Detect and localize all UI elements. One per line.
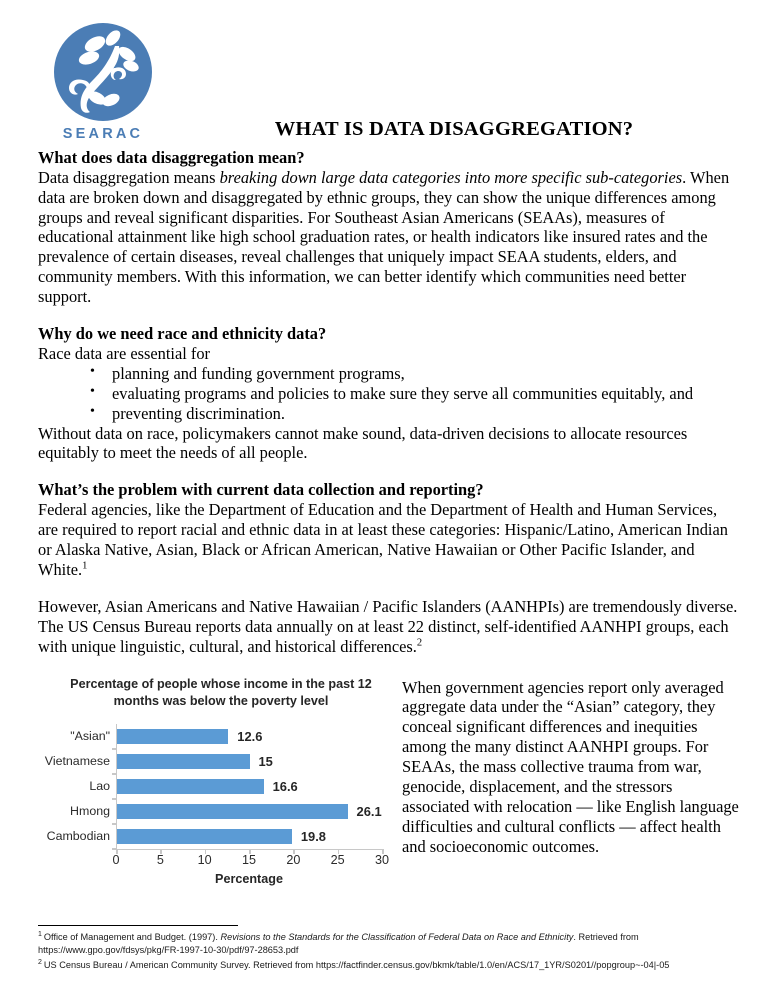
brand-logo [40,22,166,142]
footnote-ref-1: 1 [82,560,88,572]
section-heading: What’s the problem with current data collection and reporting? [38,480,484,500]
footnote-marker: 1 [38,930,42,938]
section-closing: Without data on race, policymakers cannot make sound, data-driven decisions to allocate resources equitably to meet the needs of all people. [38,423,688,463]
footnote-text-pre: US Census Bureau / American Community Survey. Retrieved from https://factfinder.census.gov/bkmk/table/1.0/en/ACS/17_1YR/S0201//popgroup~-04|-05 [43,960,670,971]
footnote-text-pre: Office of Management and Budget. (1997). [43,931,221,942]
section-problem-with-collection [38,480,740,579]
footnote-2 [38,959,740,973]
section-aanhpi-diversity [38,597,740,657]
commentary-column [396,674,740,857]
paragraph-emphasis: breaking down large data categories into more specific sub-categories [219,167,683,187]
poverty-chart-column [38,674,396,887]
chart-plot-area [38,724,396,849]
chart-x-tick-label: 10 [197,853,212,868]
chart-y-tick [112,823,117,825]
section-heading: What does data disaggregation mean? [38,148,305,167]
chart-x-tick-label: 30 [374,853,390,868]
footnote-divider [38,925,238,926]
chart-bar-value-label: 16.6 [272,778,298,794]
chart-bar-row [89,774,382,799]
chart-y-tick [112,773,117,775]
paragraph-text: Federal agencies, like the Department of Education and the Department of Health and Human Services, are required to report racial and ethnic data in at least these categories: Hispanic/Latino, American Indian or Alaska Native, Asian, Black or African American, Native Hawaiian or Other Pacific Islander, and White. [38,500,728,579]
paragraph-part-post: . When data are broken down and disaggregated by ethnic groups, they can show the unique differences among groups and reveal significant disparities. For Southeast Asian Americans (SEAAs), measures of educational attainment like high school graduation rates, or health indicators like insured rates and the prevalence of certain diseases, reveal challenges that uniquely impact SEAA students, elders, and community members. With this information, we can better identify which communities need better support. [38,167,730,307]
section-lead: Race data are essential for [38,343,211,363]
chart-x-axis-title: Percentage [215,872,283,887]
footnote-1 [38,931,740,959]
chart-title: Percentage of people whose income in the past 12 months was below the poverty level [70,676,372,708]
section-paragraph [38,597,740,657]
page-title: WHAT IS DATA DISAGGREGATION? [274,118,634,140]
list-item: • preventing discrimination. [90,404,740,424]
footnote-marker: 2 [38,959,42,967]
chart-x-tick-label: 20 [286,853,301,868]
poverty-bar-chart [38,676,396,887]
chart-category-label: "Asian" [70,729,110,744]
chart-and-commentary-row [38,674,740,887]
chart-bar-row [70,724,382,749]
chart-bar-row [46,824,382,849]
searac-tree-leaf-logo-icon [53,22,153,122]
chart-x-tick-label: 15 [241,853,257,868]
chart-x-tick-label: 5 [156,853,164,868]
footnote-ref-2: 2 [416,637,423,649]
chart-y-tick [112,748,117,750]
chart-bars [44,724,382,849]
chart-category-label: Hmong [70,804,110,819]
commentary-paragraph: When government agencies report only averaged aggregate data under the “Asian” category, they conceal significant differences and inequities among the many distinct AANHPI groups. For SEAAs, the mass collective trauma from war, genocide, displacement, and the stressors associated with relocation — like English language difficulties and cultural conflicts — affect health and socioeconomic outcomes. [402,677,739,856]
list-item: • evaluating programs and policies to make sure they serve all communities equitably, and [90,384,740,404]
chart-x-tick-label: 25 [330,853,345,868]
chart-bar [117,829,292,844]
chart-bar-value-label: 15 [258,753,273,769]
chart-category-label: Lao [89,779,110,794]
chart-bar-row [44,749,382,774]
document-header [0,0,768,148]
reasons-list [38,364,740,424]
footnote-title-italic: Revisions to the Standards for the Classification of Federal Data on Race and Ethnicity [220,931,574,942]
chart-bar-value-label: 26.1 [356,803,382,819]
chart-x-tick-labels [112,850,390,868]
chart-category-label: Cambodian [46,829,110,844]
section-what-does-it-mean [38,148,740,307]
chart-bar [117,729,228,744]
list-item: • planning and funding government programs, [90,364,740,384]
chart-bar [117,804,348,819]
chart-bar-row [70,799,382,824]
paragraph-text: However, Asian Americans and Native Hawaiian / Pacific Islanders (AANHPIs) are tremendously diverse. The US Census Bureau reports data annually on at least 22 distinct, self-identified AANHPI groups, each with unique linguistic, cultural, and historical differences. [38,596,738,656]
brand-wordmark: SEARAC [62,126,144,142]
section-why-we-need-data [38,324,740,463]
section-paragraph [38,500,740,580]
footnotes-area [38,925,740,974]
chart-bar-value-label: 19.8 [300,828,326,844]
document-body [0,148,768,886]
section-paragraph [38,168,740,307]
chart-y-tick [112,798,117,800]
chart-bar [117,779,264,794]
chart-category-label: Vietnamese [44,754,110,769]
chart-bar [117,754,250,769]
chart-bar-value-label: 12.6 [237,728,263,744]
paragraph-part-pre: Data disaggregation means [38,167,220,187]
chart-x-tick-label: 0 [112,853,120,868]
section-heading: Why do we need race and ethnicity data? [38,324,327,344]
footnote-text-post: . Retrieved from https://www.gpo.gov/fdsys/pkg/FR-1997-10-30/pdf/97-28653.pdf [38,931,639,956]
